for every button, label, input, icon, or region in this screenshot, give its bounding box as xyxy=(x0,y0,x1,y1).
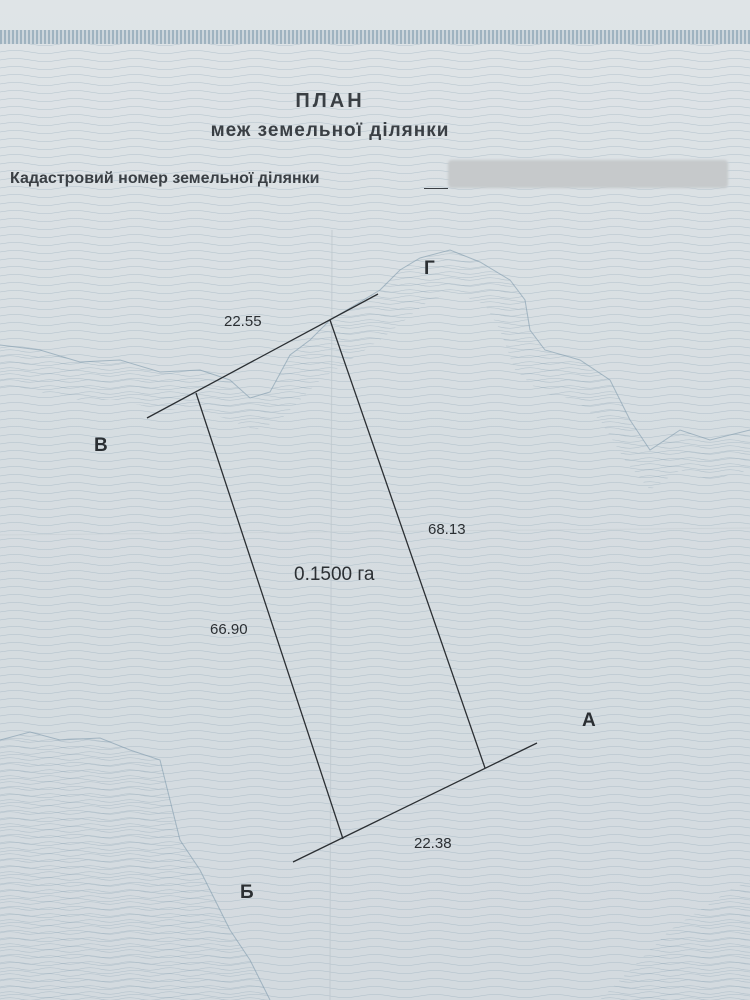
side-length-top: 22.55 xyxy=(224,313,262,330)
corner-label-g: Г xyxy=(424,258,435,279)
corner-label-v: В xyxy=(94,435,108,456)
side-length-right: 68.13 xyxy=(428,521,466,538)
side-length-left: 66.90 xyxy=(210,621,248,638)
page-title: ПЛАН xyxy=(295,90,365,112)
side-length-bottom: 22.38 xyxy=(414,835,452,852)
plot-area-value: 0.1500 га xyxy=(294,564,375,585)
boundary-line-top xyxy=(147,294,378,418)
corner-label-b: Б xyxy=(240,882,254,903)
corner-label-a: А xyxy=(582,710,596,731)
page-subtitle: меж земельної ділянки xyxy=(210,120,450,141)
cadastral-number-label: Кадастровий номер земельної ділянки xyxy=(10,170,320,187)
boundary-line-right xyxy=(330,320,485,768)
boundary-line-left xyxy=(196,393,343,839)
